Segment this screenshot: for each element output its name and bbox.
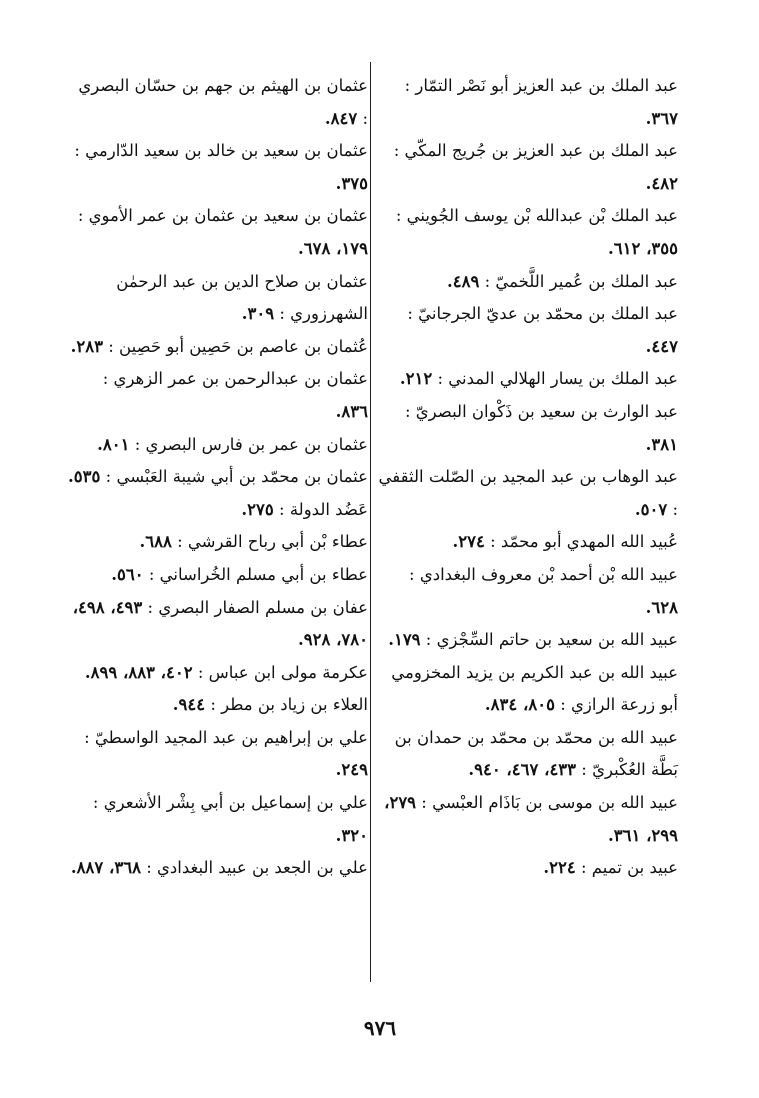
index-column-right — [378, 70, 678, 885]
entry-pages: ١٧٩، ٦٧٨. — [297, 238, 368, 258]
index-entry — [378, 70, 678, 135]
entry-name: عبد الملك بْن عبدالله بْن يوسف الجُويني : — [395, 206, 678, 226]
entry-pages: ٣٥٥، ٦١٢. — [607, 238, 678, 258]
entry-pages: ٣٦٨، ٨٨٧. — [70, 858, 141, 878]
entry-name: عبيد الله بن سعيد بن حاتم السِّجْزي : — [425, 630, 678, 650]
entry-name: علي بن الجعد بن عبيد البغدادي : — [146, 858, 368, 878]
entry-name: عثمان بن الهيثم بن جهم بن حسّان البصري : — [78, 76, 368, 128]
index-entry — [68, 494, 368, 527]
index-entry — [378, 266, 678, 299]
entry-pages: ٩٤٤. — [172, 695, 206, 715]
entry-pages: ٢٤٩. — [335, 760, 368, 780]
entry-name: عفان بن مسلم الصفار البصري : — [147, 597, 368, 617]
index-entry — [378, 624, 678, 657]
index-entry — [68, 200, 368, 265]
entry-name: عثمان بن سعيد بن خالد بن سعيد الدّارمي : — [74, 141, 368, 161]
entry-name: عُثمان بن عاصم بن حَصِين أبو حَصِين : — [108, 336, 368, 356]
entry-pages: ٦٨٨. — [139, 532, 172, 552]
index-entry — [68, 266, 368, 331]
entry-pages: ٤٨٢. — [645, 173, 678, 193]
entry-pages: ٤٠٢، ٨٨٣، ٨٩٩. — [84, 662, 193, 682]
index-entry — [378, 787, 678, 852]
index-entry — [68, 722, 368, 787]
entry-pages: ٤٣٣، ٤٦٧، ٩٤٠. — [468, 760, 577, 780]
index-entry — [378, 298, 678, 363]
entry-name: عطاء بن أبي مسلم الخُراساني : — [148, 564, 368, 584]
entry-name: عبد الملك بن محمّد بن عديّ الجرجانيّ : — [407, 304, 678, 324]
entry-pages: ٣٠٩. — [241, 304, 275, 324]
entry-name: عبيد الله بن محمّد بن محمّد بن حمدان بن بَطَّة العُكْبريّ : — [394, 727, 678, 780]
entry-pages: ٤٩٣، ٤٩٨، ٧٨٠، ٩٢٨. — [72, 597, 368, 650]
entry-name: عبد الملك بن عُمير اللَّخميّ : — [484, 271, 678, 291]
index-entry — [68, 363, 368, 428]
index-entry — [68, 787, 368, 852]
entry-name: عثمان بن صلاح الدين بن عبد الرحمٰن الشهرزوري : — [116, 271, 368, 324]
entry-name: عبد الملك بن يسار الهلالي المدني : — [437, 369, 678, 389]
entry-name: عثمان بن سعيد بن عثمان بن عمر الأموي : — [77, 206, 368, 226]
index-entry — [68, 429, 368, 462]
entry-name: عُبيد الله المهدي أبو محمّد : — [490, 532, 678, 552]
entry-name: عبد الملك بن عبد العزيز أبو نَصْر التمّار : — [404, 76, 678, 95]
entry-pages: ٤٤٧. — [645, 336, 678, 356]
entry-pages: ٥٦٠. — [111, 564, 144, 584]
entry-name: عطاء بْن أبي رباح القرشي : — [177, 532, 368, 552]
index-entry — [68, 461, 368, 494]
entry-name: عبد الملك بن عبد العزيز بن جُريج المكّي : — [393, 141, 678, 161]
entry-pages: ٣٦٧. — [645, 108, 678, 128]
entry-pages: ٢٨٣. — [70, 336, 103, 356]
entry-pages: ٣٢٠. — [335, 825, 368, 845]
entry-name: عثمان بن عمر بن فارس البصري : — [134, 434, 368, 454]
entry-name: عَضُد الدولة : — [279, 499, 368, 519]
index-entry — [378, 461, 678, 526]
entry-name: علي بن إسماعيل بن أبي بِشْر الأشعري : — [92, 793, 368, 813]
index-entry — [378, 135, 678, 200]
index-column-left — [68, 70, 368, 885]
entry-pages: ٣٨١. — [645, 434, 678, 454]
entry-pages: ٨٠١. — [97, 434, 130, 454]
entry-pages: ٥٣٥. — [68, 467, 101, 487]
entry-pages: ٦٢٨. — [645, 597, 678, 617]
entry-pages: ٣٧٥. — [335, 173, 368, 193]
index-entry — [378, 396, 678, 461]
index-entry — [68, 657, 368, 690]
entry-name: عبد الوهاب بن عبد المجيد بن الصّلت الثقفي : — [378, 467, 678, 519]
index-entry — [378, 852, 678, 885]
entry-name: العلاء بن زياد بن مطر : — [210, 695, 368, 715]
index-entry — [378, 363, 678, 396]
column-divider — [370, 62, 371, 982]
index-entry — [68, 135, 368, 200]
index-entry — [68, 331, 368, 364]
entry-pages: ١٧٩. — [388, 630, 421, 650]
entry-name: عبيد الله بن موسى بن بَاذَام العبْسي : — [421, 793, 678, 813]
index-entry — [378, 526, 678, 559]
index-entry — [68, 559, 368, 592]
entry-name: عبد الوارث بن سعيد بن ذَكْوان البصريّ : — [404, 401, 678, 421]
entry-name: علي بن إبراهيم بن عبد المجيد الواسطيّ : — [84, 727, 368, 747]
entry-pages: ٨٠٥، ٨٣٤. — [484, 695, 555, 715]
entry-pages: ٢٧٥. — [241, 499, 274, 519]
index-entry — [68, 852, 368, 885]
index-entry — [378, 722, 678, 787]
index-entry — [68, 689, 368, 722]
entry-name: عبيد بن تميم : — [580, 858, 678, 878]
entry-pages: ٢٧٩، ٢٩٩، ٣٦١. — [384, 793, 678, 845]
entry-pages: ٥٠٧. — [634, 499, 668, 519]
entry-pages: ٢٧٤. — [452, 532, 485, 552]
entry-name: عثمان بن عبدالرحمن بن عمر الزهري : — [102, 369, 368, 389]
entry-name: عثمان بن محمّد بن أبي شيبة العَبْسي : — [105, 467, 368, 487]
index-entry — [68, 526, 368, 559]
entry-pages: ٤٨٩. — [446, 271, 480, 291]
index-entry — [378, 200, 678, 265]
entry-name: عبيد الله بن عبد الكريم بن يزيد المخزومي أبو زرعة الرازي : — [391, 662, 678, 715]
entry-name: عكرمة مولى ابن عباس : — [197, 662, 368, 682]
entry-name: عبيد الله بْن أحمد بْن معروف البغدادي : — [409, 564, 678, 584]
index-entry — [378, 559, 678, 624]
entry-pages: ٢١٢. — [399, 369, 433, 389]
page-number: ٩٧٦ — [363, 1016, 397, 1040]
index-entry — [68, 592, 368, 657]
index-entry — [68, 70, 368, 135]
entry-pages: ٢٢٤. — [543, 858, 576, 878]
entry-pages: ٨٣٦. — [335, 401, 368, 421]
index-entry — [378, 657, 678, 722]
entry-pages: ٨٤٧. — [324, 108, 358, 128]
